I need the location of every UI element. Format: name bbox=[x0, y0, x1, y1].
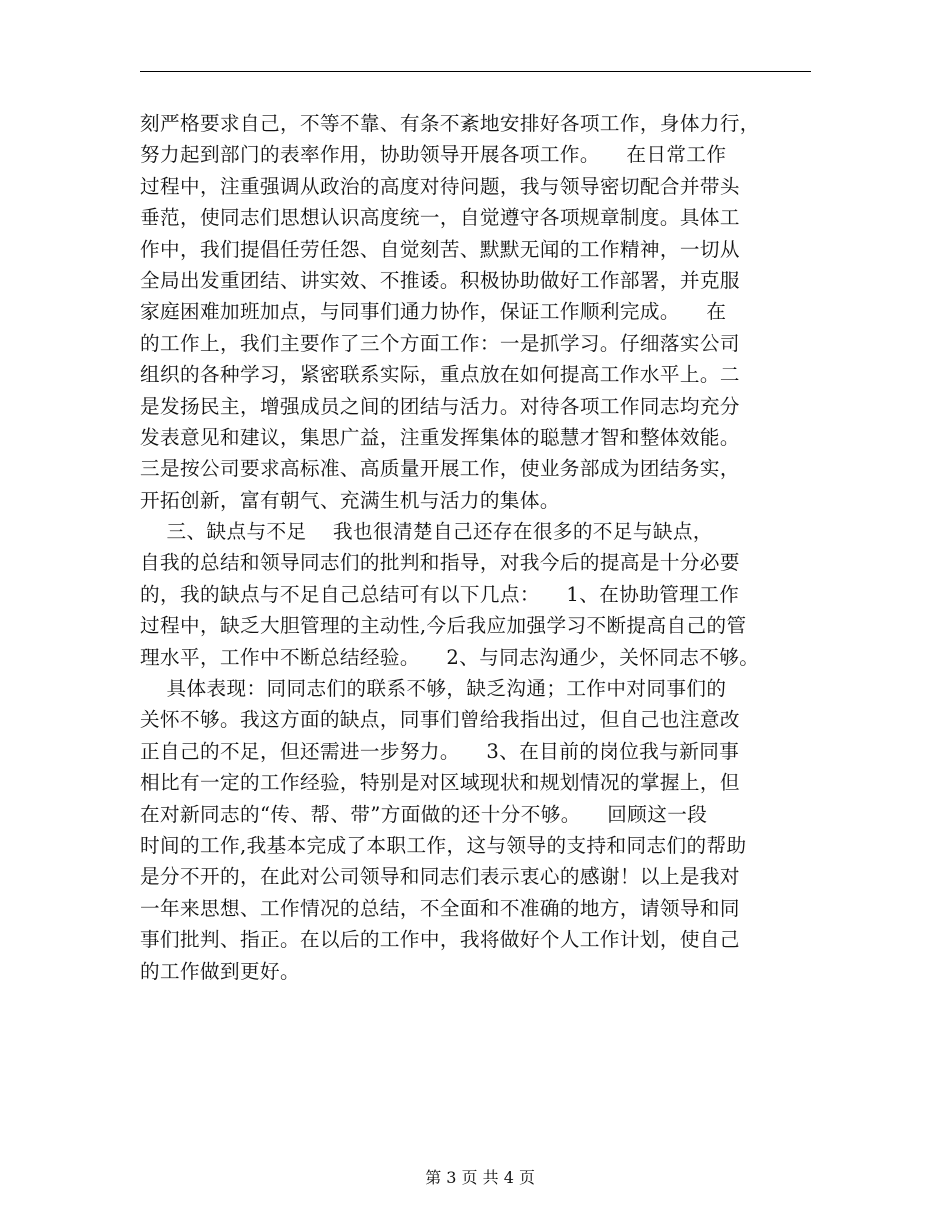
text-line: 家庭困难加班加点，与同事们通力协作，保证工作顺利完成。 在 bbox=[140, 300, 727, 324]
text-line: 努力起到部门的表率作用，协助领导开展各项工作。 在日常工作 bbox=[140, 143, 727, 167]
text-line: 相比有一定的工作经验，特别是对区域现状和规划情况的掌握上，但 bbox=[140, 771, 740, 795]
text-line: 的，我的缺点与不足自己总结可有以下几点： 1、在协助管理工作 bbox=[140, 582, 740, 606]
text-line: 过程中，缺乏大胆管理的主动性,今后我应加强学习不断提高自己的管 bbox=[140, 614, 747, 638]
text-line: 组织的各种学习，紧密联系实际，重点放在如何提高工作水平上。二 bbox=[140, 363, 740, 387]
text-line: 开拓创新，富有朝气、充满生机与活力的集体。 bbox=[140, 488, 560, 512]
text-line: 自我的总结和领导同志们的批判和指导，对我今后的提高是十分必要 bbox=[140, 551, 740, 575]
text-line: 发表意见和建议，集思广益，注重发挥集体的聪慧才智和整体效能。 bbox=[140, 425, 740, 449]
document-body bbox=[140, 108, 830, 987]
text-line: 时间的工作,我基本完成了本职工作，这与领导的支持和同志们的帮助 bbox=[140, 833, 747, 857]
page-footer bbox=[0, 1148, 950, 1188]
text-line: 理水平，工作中不断总结经验。 2、与同志沟通少，关怀同志不够。 bbox=[140, 645, 760, 669]
text-line: 关怀不够。我这方面的缺点，同事们曾给我指出过，但自己也注意改 bbox=[140, 708, 740, 732]
text-line: 是发扬民主，增强成员之间的团结与活力。对待各项工作同志均充分 bbox=[140, 394, 740, 418]
text-line: 的工作上，我们主要作了三个方面工作：一是抓学习。仔细落实公司 bbox=[140, 331, 740, 355]
text-line: 具体表现：同同志们的联系不够，缺乏沟通；工作中对同事们的 bbox=[140, 677, 727, 701]
text-line: 一年来思想、工作情况的总结，不全面和不准确的地方，请领导和同 bbox=[140, 896, 740, 920]
text-line: 事们批判、指正。在以后的工作中，我将做好个人工作计划，使自己 bbox=[140, 928, 740, 952]
text-line: 正自己的不足，但还需进一步努力。 3、在目前的岗位我与新同事 bbox=[140, 739, 740, 763]
text-line: 垂范，使同志们思想认识高度统一，自觉遵守各项规章制度。具体工 bbox=[140, 206, 740, 230]
page-number: 第 3 页 共 4 页 bbox=[425, 1168, 535, 1187]
text-line: 三、缺点与不足 我也很清楚自己还存在很多的不足与缺点， bbox=[140, 520, 713, 544]
text-line: 作中，我们提倡任劳任怨、自觉刻苦、默默无闻的工作精神，一切从 bbox=[140, 237, 740, 261]
text-line: 过程中，注重强调从政治的高度对待问题，我与领导密切配合并带头 bbox=[140, 174, 740, 198]
text-line: 是分不开的，在此对公司领导和同志们表示衷心的感谢！以上是我对 bbox=[140, 865, 740, 889]
text-line: 三是按公司要求高标准、高质量开展工作，使业务部成为团结务实， bbox=[140, 457, 740, 481]
text-line: 刻严格要求自己，不等不靠、有条不紊地安排好各项工作，身体力行， bbox=[140, 112, 760, 135]
text-line: 在对新同志的“传、帮、带”方面做的还十分不够。 回顾这一段 bbox=[140, 802, 708, 826]
text-line: 的工作做到更好。 bbox=[140, 959, 300, 983]
header-rule bbox=[140, 71, 811, 72]
text-line: 全局出发重团结、讲实效、不推诿。积极协助做好工作部署，并克服 bbox=[140, 268, 740, 292]
